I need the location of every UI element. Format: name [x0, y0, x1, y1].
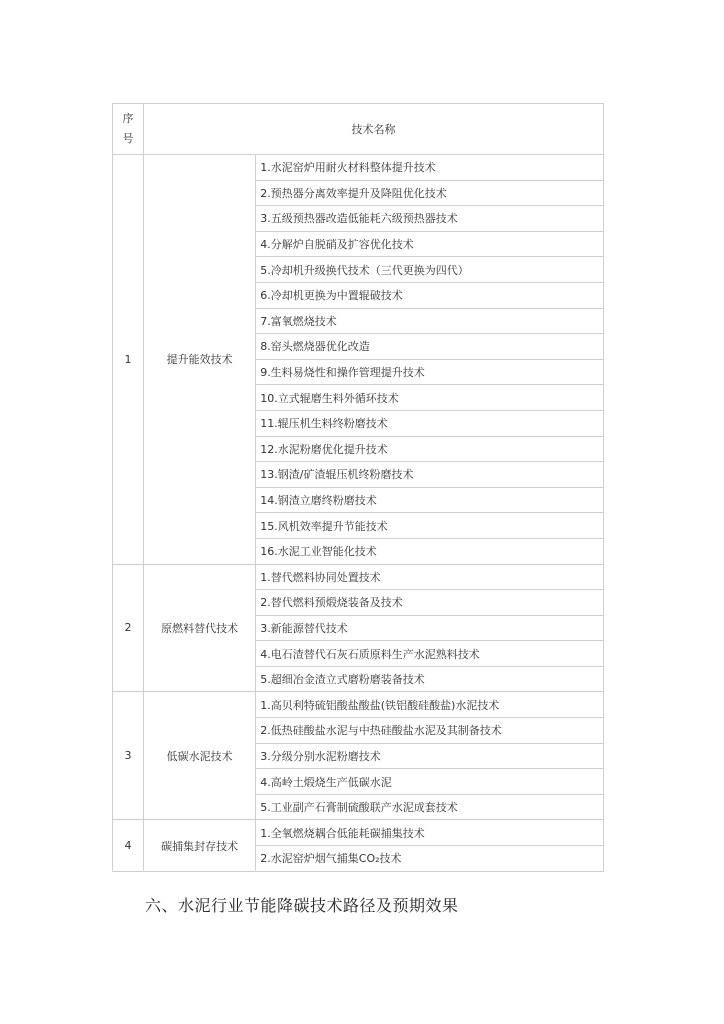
technology-item: 1.水泥窑炉用耐火材料整体提升技术: [256, 155, 604, 181]
technology-item: 2.预热器分离效率提升及降阻优化技术: [256, 180, 604, 206]
section-heading: 六、水泥行业节能降碳技术路径及预期效果: [145, 896, 459, 915]
technology-item: 5.冷却机升级换代技术（三代更换为四代）: [256, 257, 604, 283]
group-number: 3: [113, 692, 144, 820]
group-category: 原燃料替代技术: [144, 564, 256, 692]
group-number: 4: [113, 820, 144, 871]
technology-item: 4.分解炉自脱硝及扩容优化技术: [256, 231, 604, 257]
technology-item: 5.超细冶金渣立式磨粉磨装备技术: [256, 666, 604, 692]
technology-item: 9.生料易烧性和操作管理提升技术: [256, 359, 604, 385]
group-number: 2: [113, 564, 144, 692]
technology-item: 1.高贝利特硫铝酸盐酸盐(铁铝酸硅酸盐)水泥技术: [256, 692, 604, 718]
technology-item: 14.钢渣立磨终粉磨技术: [256, 487, 604, 513]
technology-item: 12.水泥粉磨优化提升技术: [256, 436, 604, 462]
technology-item: 6.冷却机更换为中置辊破技术: [256, 282, 604, 308]
group-category: 提升能效技术: [144, 155, 256, 565]
technology-item: 16.水泥工业智能化技术: [256, 538, 604, 564]
technology-item: 3.分级分别水泥粉磨技术: [256, 743, 604, 769]
table-row: [113, 820, 604, 846]
technology-item: 15.风机效率提升节能技术: [256, 513, 604, 539]
group-category: 碳捕集封存技术: [144, 820, 256, 871]
group-number: 1: [113, 155, 144, 565]
table-header-row: [113, 104, 604, 155]
table-row: [113, 564, 604, 590]
technology-item: 2.替代燃料预煅烧装备及技术: [256, 590, 604, 616]
technology-item: 1.替代燃料协同处置技术: [256, 564, 604, 590]
technology-item: 13.钢渣/矿渣辊压机终粉磨技术: [256, 462, 604, 488]
technology-item: 10.立式辊磨生料外循环技术: [256, 385, 604, 411]
table-row: [113, 155, 604, 181]
technology-item: 5.工业副产石膏制硫酸联产水泥成套技术: [256, 794, 604, 820]
technology-item: 2.低热硅酸盐水泥与中热硅酸盐水泥及其制备技术: [256, 718, 604, 744]
group-category: 低碳水泥技术: [144, 692, 256, 820]
technology-item: 4.电石渣替代石灰石质原料生产水泥熟料技术: [256, 641, 604, 667]
technology-item: 11.辊压机生料终粉磨技术: [256, 410, 604, 436]
technology-item: 3.新能源替代技术: [256, 615, 604, 641]
header-serial-number: [113, 104, 144, 155]
technology-item: 3.五级预热器改造低能耗六级预热器技术: [256, 206, 604, 232]
technology-item: 1.全氧燃烧耦合低能耗碳捕集技术: [256, 820, 604, 846]
technology-table: [112, 103, 604, 872]
table-row: [113, 692, 604, 718]
header-technology-name: 技术名称: [144, 104, 604, 155]
technology-item: 8.窑头燃烧器优化改造: [256, 334, 604, 360]
technology-item: 7.富氧燃烧技术: [256, 308, 604, 334]
header-serial-char-2: 号: [122, 132, 134, 145]
header-serial-char-1: 序: [122, 112, 134, 125]
technology-item: 4.高岭土煅烧生产低碳水泥: [256, 769, 604, 795]
technology-item: 2.水泥窑炉烟气捕集CO₂技术: [256, 846, 604, 872]
